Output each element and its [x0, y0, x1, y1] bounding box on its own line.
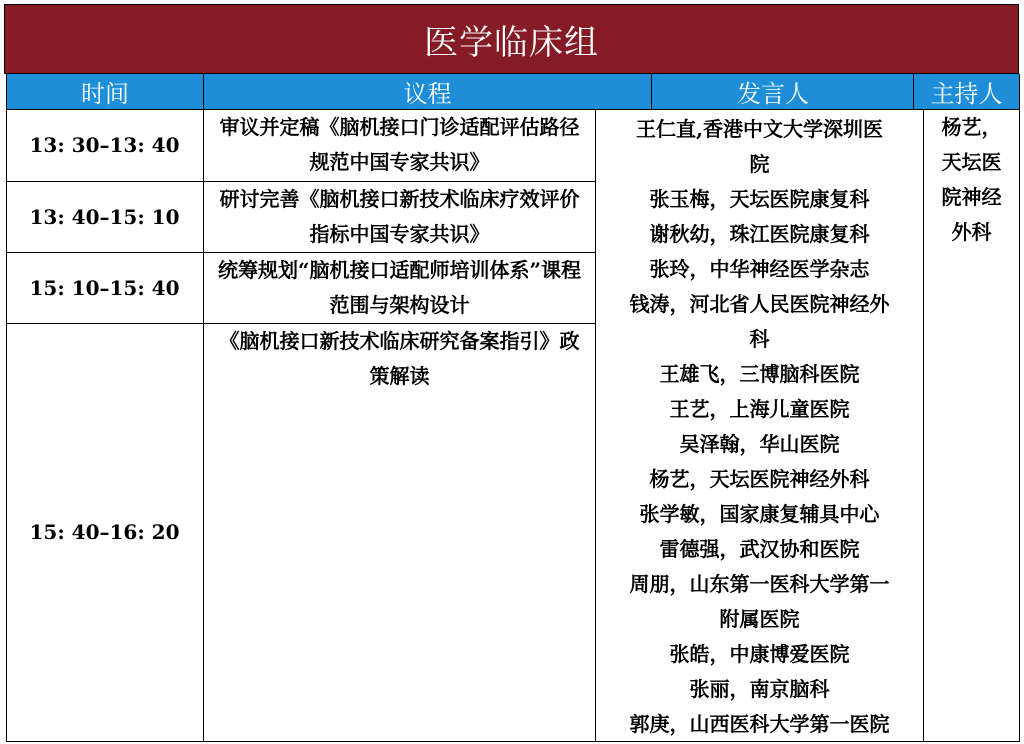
agenda-text-4: 《脑机接口新技术临床研究备案指引》政策解读 [219, 329, 580, 388]
table-row-3-time: 15: 10–15: 40 [6, 253, 204, 324]
section-title-bar [4, 4, 1019, 74]
speaker-line: 院 [749, 152, 770, 176]
section-title: 医学临床组 [424, 22, 599, 63]
speaker-line: 科 [749, 327, 770, 351]
speaker-line: 张学敏，国家康复辅具中心 [639, 502, 880, 526]
table-row-4-time: 15: 40–16: 20 [6, 324, 204, 742]
speaker-line: 王仁直,香港中文大学深圳医 [636, 117, 883, 141]
header-agenda: 议程 [204, 74, 652, 110]
header-host: 主持人 [914, 74, 1020, 110]
speaker-line: 郭庚，山西医科大学第一医院 [629, 712, 890, 736]
host-name: 杨艺，天坛医院神经外科 [941, 115, 1002, 244]
table-row-3-agenda [204, 253, 596, 324]
speaker-line: 附属医院 [719, 607, 800, 631]
speaker-line: 周朋，山东第一医科大学第一 [629, 572, 890, 596]
table-row-4-agenda [204, 324, 596, 742]
agenda-text-1: 审议并定稿《脑机接口门诊适配评估路径规范中国专家共识》 [219, 115, 580, 174]
speaker-line: 张皓，中康博爱医院 [669, 642, 850, 666]
speaker-line: 王艺，上海儿童医院 [669, 397, 850, 421]
table-row-2-agenda [204, 182, 596, 253]
speaker-line: 杨艺，天坛医院神经外科 [649, 467, 870, 491]
table-row-1-time: 13: 30–13: 40 [6, 110, 204, 182]
speaker-line: 王雄飞，三博脑科医院 [659, 362, 860, 386]
header-speaker: 发言人 [652, 74, 914, 110]
header-time: 时间 [6, 74, 204, 110]
host-cell [924, 110, 1020, 742]
table-row-1-agenda [204, 110, 596, 182]
speaker-line: 张玲，中华神经医学杂志 [649, 257, 870, 281]
table-row-2-time: 13: 40–15: 10 [6, 182, 204, 253]
agenda-text-3: 统筹规划“脑机接口适配师培训体系”课程范围与架构设计 [218, 258, 582, 317]
speaker-line: 张玉梅，天坛医院康复科 [649, 187, 870, 211]
speaker-line: 雷德强，武汉协和医院 [659, 537, 860, 561]
speaker-line: 钱涛，河北省人民医院神经外 [629, 292, 890, 316]
agenda-text-2: 研讨完善《脑机接口新技术临床疗效评价指标中国专家共识》 [219, 187, 580, 246]
speakers-cell [596, 110, 924, 742]
speaker-line: 吴泽翰，华山医院 [679, 432, 840, 456]
speaker-line: 谢秋幼，珠江医院康复科 [649, 222, 870, 246]
speaker-line: 张丽，南京脑科 [689, 677, 830, 701]
